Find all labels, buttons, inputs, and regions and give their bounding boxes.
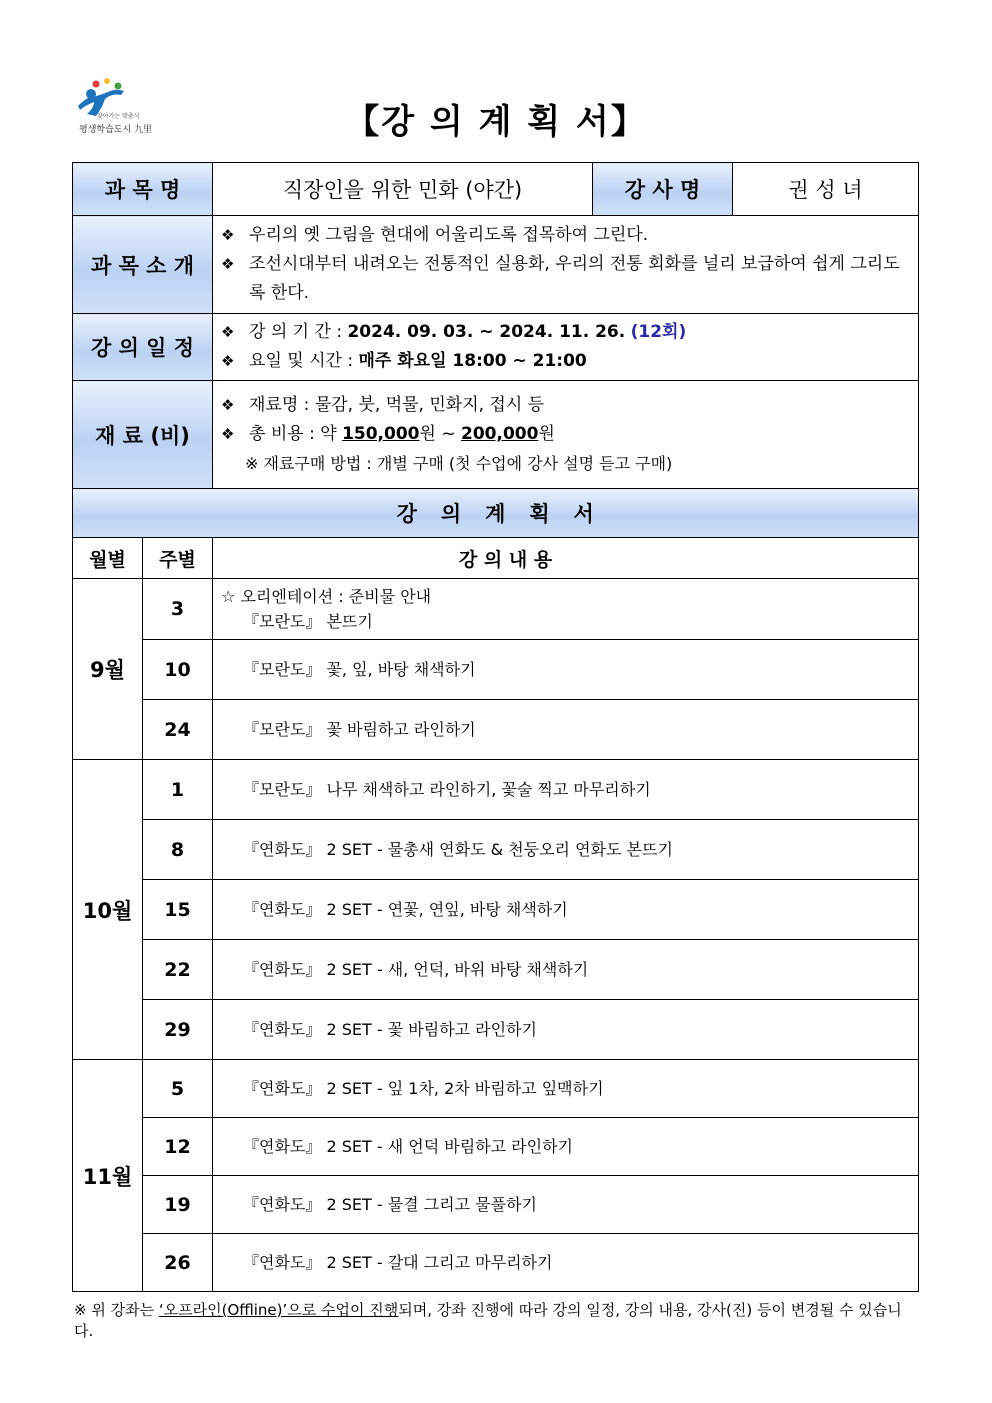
intro-row: [73, 216, 919, 314]
schedule-period: ❖ 강 의 기 간 : 2024. 09. 03. ~ 2024. 11. 26. (12회): [221, 318, 910, 347]
intro-content: [213, 216, 919, 314]
schedule-time: ❖ 요일 및 시간 : 매주 화요일 18:00 ~ 21:00: [221, 347, 910, 376]
column-content: 강 의 내 용: [213, 538, 919, 579]
lesson-content: 『연화도』 2 SET - 잎 1차, 2차 바림하고 잎맥하기: [213, 1060, 919, 1118]
lesson-content: 『연화도』 2 SET - 연꽃, 연잎, 바탕 채색하기: [213, 880, 919, 940]
week-cell: 15: [143, 880, 213, 940]
materials-row: [73, 381, 919, 489]
diamond-bullet-icon: ❖: [221, 425, 235, 443]
footnote-rest: 되며, 강좌 진행에 따라 강의 일정, 강의 내용, 강사(진) 등이 변경될 수 있습니다.: [74, 1301, 902, 1340]
diamond-bullet-icon: ❖: [221, 352, 235, 370]
course-plan-table: [72, 162, 919, 1292]
table-row: [73, 579, 919, 640]
lesson-content: 『연화도』 2 SET - 꽃 바림하고 라인하기: [213, 1000, 919, 1060]
course-row: [73, 163, 919, 216]
plan-column-headers: [73, 538, 919, 579]
plan-heading-row: [73, 489, 919, 538]
materials-purchase-note: ※ 재료구매 방법 : 개별 구매 (첫 수업에 강사 설명 듣고 구매): [245, 454, 673, 473]
plan-heading: 강 의 계 획 서: [73, 489, 919, 538]
logo-tagline: 찾아가는 맞춤식: [97, 113, 140, 120]
lesson-content: 『연화도』 2 SET - 새 언덕 바림하고 라인하기: [213, 1118, 919, 1176]
week-cell: 24: [143, 700, 213, 760]
diamond-bullet-icon: ❖: [221, 396, 235, 414]
intro-label: 과 목 소 개: [73, 216, 213, 314]
schedule-content: [213, 314, 919, 381]
week-cell: 22: [143, 940, 213, 1000]
week-cell: 1: [143, 760, 213, 820]
diamond-bullet-icon: ❖: [221, 226, 235, 244]
lesson-content: 『모란도』 나무 채색하고 라인하기, 꽃술 찍고 마무리하기: [213, 760, 919, 820]
intro-item: ❖ 조선시대부터 내려오는 전통적인 실용화, 우리의 전통 회화를 널리 보급하여 쉽게 그리도록 한다.: [221, 250, 910, 308]
instructor-name: 권 성 녀: [733, 163, 919, 216]
week-cell: 26: [143, 1234, 213, 1292]
table-row: [73, 700, 919, 760]
lesson-content: 『모란도』 꽃, 잎, 바탕 채색하기: [213, 640, 919, 700]
month-cell: 9월: [73, 579, 143, 760]
month-cell: 10월: [73, 760, 143, 1060]
week-cell: 3: [143, 579, 213, 640]
instructor-label: 강 사 명: [593, 163, 733, 216]
footnote-offline: ‘오프라인(Offline)’으로 수업이 진행: [158, 1301, 399, 1319]
table-row: [73, 940, 919, 1000]
lesson-content: 『연화도』 2 SET - 물결 그리고 물풀하기: [213, 1176, 919, 1234]
table-row: [73, 1060, 919, 1118]
footnote: [74, 1300, 914, 1342]
week-cell: 29: [143, 1000, 213, 1060]
week-cell: 19: [143, 1176, 213, 1234]
course-name-label: 과 목 명: [73, 163, 213, 216]
session-count: (12회): [630, 322, 687, 342]
course-name: 직장인을 위한 민화 (야간): [213, 163, 593, 216]
column-week: 주별: [143, 538, 213, 579]
lesson-line: 『모란도』 본뜨기: [243, 612, 373, 631]
week-cell: 10: [143, 640, 213, 700]
week-cell: 12: [143, 1118, 213, 1176]
lesson-content: 『연화도』 2 SET - 갈대 그리고 마무리하기: [213, 1234, 919, 1292]
table-row: [73, 640, 919, 700]
lesson-content: 『연화도』 2 SET - 새, 언덕, 바위 바탕 채색하기: [213, 940, 919, 1000]
materials-cost: ❖ 총 비용 : 약 150,000원 ~ 200,000원: [221, 420, 910, 449]
table-row: [73, 1234, 919, 1292]
document-title: 【강 의 계 획 서】: [345, 102, 647, 142]
materials-label: 재 료 (비): [73, 381, 213, 489]
schedule-row: [73, 314, 919, 381]
materials-content: [213, 381, 919, 489]
diamond-bullet-icon: ❖: [221, 323, 235, 341]
table-row: [73, 1176, 919, 1234]
lesson-content: [213, 579, 919, 640]
lesson-content: 『모란도』 꽃 바림하고 라인하기: [213, 700, 919, 760]
month-cell: 11월: [73, 1060, 143, 1292]
week-cell: 8: [143, 820, 213, 880]
table-row: [73, 1118, 919, 1176]
lesson-line: ☆ 오리엔테이션 : 준비물 안내: [221, 587, 432, 606]
diamond-bullet-icon: ❖: [221, 255, 235, 273]
table-row: [73, 760, 919, 820]
intro-item: ❖ 우리의 옛 그림을 현대에 어울리도록 접목하여 그린다.: [221, 221, 910, 250]
lesson-content: 『연화도』 2 SET - 물총새 연화도 & 천둥오리 연화도 본뜨기: [213, 820, 919, 880]
footnote-mark: ※ 위 강좌는: [74, 1301, 155, 1319]
logo-city-name: 평생학습도시 九里: [79, 125, 153, 135]
table-row: [73, 1000, 919, 1060]
table-row: [73, 880, 919, 940]
week-cell: 5: [143, 1060, 213, 1118]
column-month: 월별: [73, 538, 143, 579]
materials-names: ❖ 재료명 : 물감, 붓, 먹물, 민화지, 접시 등: [221, 391, 910, 420]
schedule-label: 강 의 일 정: [73, 314, 213, 381]
star-icon: ☆: [221, 587, 236, 606]
table-row: [73, 820, 919, 880]
